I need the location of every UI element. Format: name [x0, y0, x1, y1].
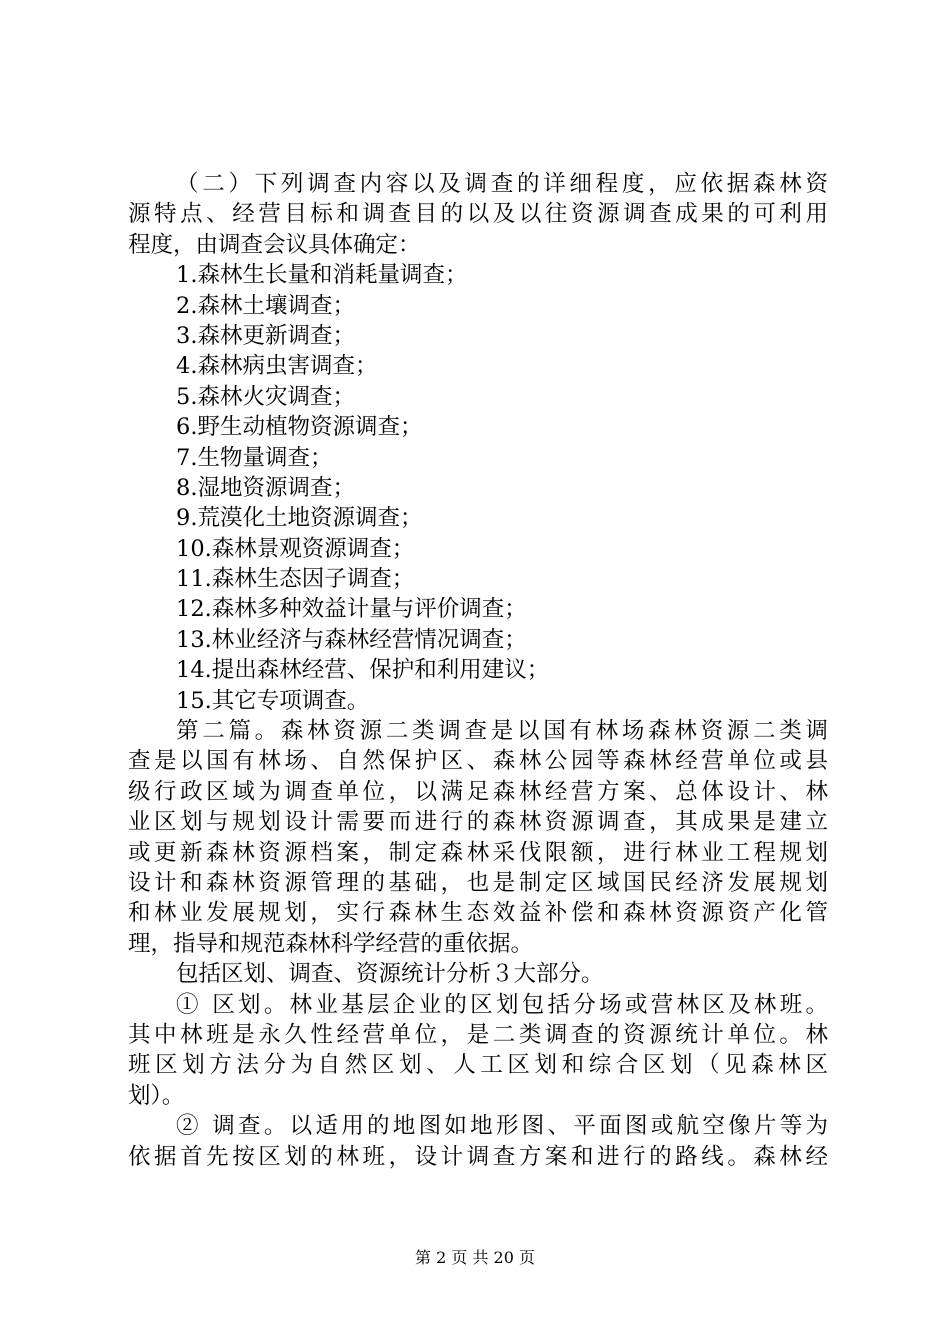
paragraph-line: 程度，由调查会议具体确定： [128, 231, 421, 258]
list-item: 10.森林景观资源调查； [176, 535, 415, 562]
paragraph-line: 和林业发展规划，实行森林生态效益补偿和森林资源资产化管 [128, 900, 828, 927]
paragraph-line: 查是以国有林场、自然保护区、森林公园等森林经营单位或县 [128, 748, 828, 775]
paragraph-line: 划）。 [128, 1082, 185, 1109]
list-item: 6.野生动植物资源调查； [176, 414, 423, 441]
list-item: 9.荒漠化土地资源调查； [176, 505, 423, 532]
list-item: 2.森林土壤调查； [176, 292, 355, 319]
list-item: 13.林业经济与森林经营情况调查； [176, 626, 527, 653]
paragraph-line: ② 调查。以适用的地图如地形图、平面图或航空像片等为 [176, 1113, 828, 1140]
paragraph-line: 依据首先按区划的林班，设计调查方案和进行的路线。森林经 [128, 1143, 828, 1170]
paragraph-line: 源特点、经营目标和调查目的以及以往资源调查成果的可利用 [128, 201, 828, 228]
list-item: 8.湿地资源调查； [176, 474, 355, 501]
paragraph-line: 或更新森林资源档案，制定森林采伐限额，进行林业工程规划 [128, 839, 828, 866]
list-item: 5.森林火灾调查； [176, 383, 355, 410]
paragraph-line: 第二篇。森林资源二类调查是以国有林场森林资源二类调 [176, 718, 828, 745]
list-item: 14.提出森林经营、保护和利用建议； [176, 657, 550, 684]
paragraph-line: 理，指导和规范森林科学经营的重依据。 [128, 930, 534, 957]
page-footer: 第 2 页 共 20 页 [415, 1248, 535, 1267]
list-item: 4.森林病虫害调查； [176, 353, 378, 380]
list-item: 1.森林生长量和消耗量调查； [176, 262, 468, 289]
list-item: 15.其它专项调查。 [176, 687, 370, 714]
list-item: 12.森林多种效益计量与评价调查； [176, 596, 527, 623]
paragraph-line: 其中林班是永久性经营单位，是二类调查的资源统计单位。林 [128, 1021, 828, 1048]
list-item: 7.生物量调查； [176, 444, 333, 471]
paragraph-line: 班区划方法分为自然区划、人工区划和综合区划（见森林区 [128, 1052, 828, 1079]
paragraph-line: （二）下列调查内容以及调查的详细程度，应依据森林资 [176, 171, 828, 197]
paragraph-line: 级行政区域为调查单位，以满足森林经营方案、总体设计、林 [128, 778, 828, 805]
paragraph-line: 业区划与规划设计需要而进行的森林资源调查，其成果是建立 [128, 809, 828, 836]
paragraph-line: 包括区划、调查、资源统计分析３大部分。 [176, 961, 604, 988]
list-item: 3.森林更新调查； [176, 322, 355, 349]
document-body [128, 169, 828, 1172]
paragraph-line: 设计和森林资源管理的基础，也是制定区域国民经济发展规划 [128, 869, 828, 896]
list-item: 11.森林生态因子调查； [176, 566, 415, 593]
paragraph-line: ① 区划。林业基层企业的区划包括分场或营林区及林班。 [176, 991, 828, 1018]
